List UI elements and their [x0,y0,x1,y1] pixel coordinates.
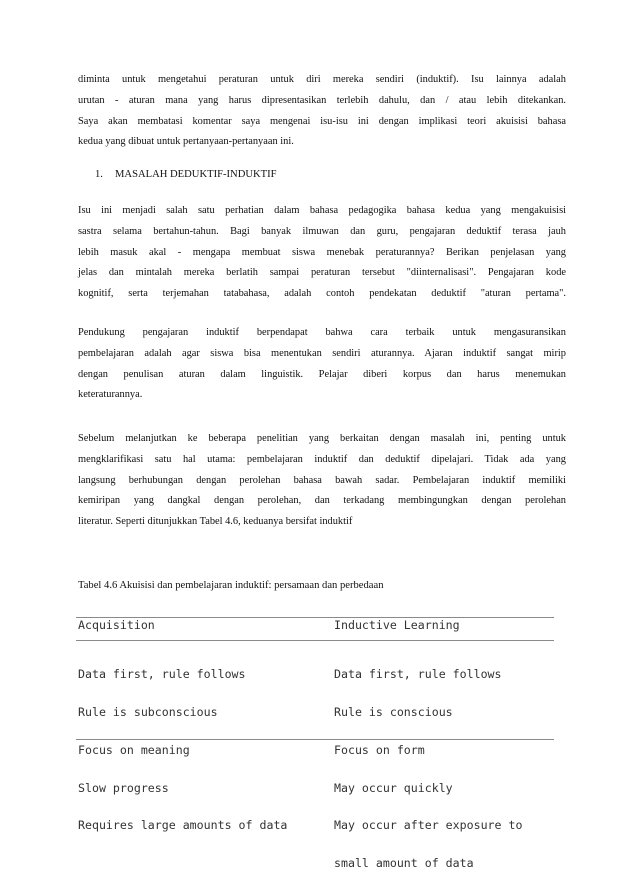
paragraph-line: urutan - aturan mana yang harus dipresentasikan terlebih dahulu, dan / atau lebih ditekankan. [78,94,566,106]
paragraph-line: lebih masuk akal - mengapa membuat siswa menebak peraturannya? Berikan penjelasan yang [78,246,566,258]
table-cell: May occur after exposure to [334,818,523,833]
paragraph-line: kemiripan yang dangkal dengan perolehan, dan terkadang membingungkan dengan perolehan [78,495,566,507]
table-header-rule [76,640,554,641]
table-cell: small amount of data [334,856,474,871]
paragraph-inductive [78,323,566,406]
section-heading [95,169,277,180]
table-bottom-rule [76,739,554,740]
table-cell: Requires large amounts of data [78,818,288,833]
paragraph-deductive [78,201,566,305]
table-column-inductive-learning [334,643,522,895]
paragraph-line: sastra selama bertahun-tahun. Bagi banyak ilmuwan dan guru, pengajaran deduktif terasa jauh [78,225,566,237]
paragraph-intro [78,70,566,153]
comparison-table [66,612,554,871]
paragraph-line: langsung berhubungan dengan perolehan bahasa bawah sadar. Pembelajaran induktif memiliki [78,474,566,486]
table-header-inductive-learning: Inductive Learning [334,618,460,632]
table-cell: Data first, rule follows [78,667,246,682]
table-cell: May occur quickly [334,780,453,795]
paragraph-line: diminta untuk mengetahui peraturan untuk diri mereka sendiri (induktif). Isu lainnya adalah [78,74,566,85]
paragraph-line: Saya akan membatasi komentar saya mengenai isu-isu ini dengan implikasi teori akuisisi bahasa [78,115,566,127]
paragraph-line: literatur. Seperti ditunjukkan Tabel 4.6, keduanya bersifat induktif [78,516,353,528]
table-cell: Slow progress [78,780,169,795]
paragraph-line: kognitif, serta terjemahan tatabahasa, adalah contoh pendekatan deduktif "aturan pertama". [78,288,566,300]
paragraph-line: dengan penulisan aturan dalam linguistik. Pelajar diberi korpus dan harus menemukan [78,368,566,380]
table-caption: Tabel 4.6 Akuisisi dan pembelajaran induktif: persamaan dan perbedaan [78,580,384,591]
paragraph-line: keteraturannya. [78,389,143,401]
paragraph-line: Sebelum melanjutkan ke beberapa penelitian yang berkaitan dengan masalah ini, penting untuk [78,433,566,444]
section-title: MASALAH DEDUKTIF-INDUKTIF [115,169,277,180]
paragraph-line: Pendukung pengajaran induktif berpendapat bahwa cara terbaik untuk mengasuransikan [78,327,566,338]
table-cell: Data first, rule follows [334,667,502,682]
paragraph-clarification [78,429,566,533]
table-header-acquisition: Acquisition [78,618,155,632]
table-cell: Focus on form [334,742,425,757]
paragraph-line: jelas dan mintalah mereka berlatih sampai peraturan tersebut "diinternalisasi". Pengajaran kode [78,267,566,279]
table-cell: Focus on meaning [78,742,190,757]
paragraph-line: mengklarifikasi satu hal utama: pembelajaran induktif dan deduktif dipelajari. Tidak ada yang [78,453,566,465]
paragraph-line: pembelajaran adalah agar siswa bisa menentukan sendiri aturannya. Ajaran induktif sangat mirip [78,347,566,359]
paragraph-line: Isu ini menjadi salah satu perhatian dalam bahasa pedagogika bahasa kedua yang mengakuisisi [78,205,566,216]
table-cell: Rule is conscious [334,704,453,719]
table-column-acquisition [78,643,287,857]
paragraph-line: kedua yang dibuat untuk pertanyaan-pertanyaan ini. [78,136,294,148]
section-number: 1. [95,169,103,180]
table-cell: Rule is subconscious [78,704,218,719]
